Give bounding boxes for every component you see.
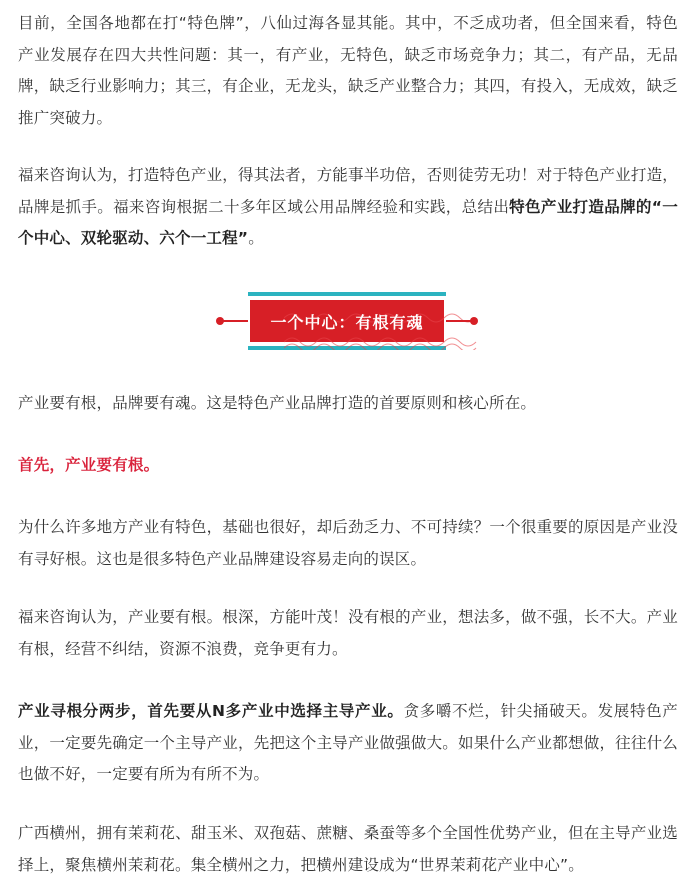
principle-paragraph <box>18 388 678 420</box>
method-highlight: 特色产业打造品牌的“一个中心、双轮驱动、六个一工程” <box>18 197 679 247</box>
steps-highlight: 产业寻根分两步，首先要从N多产业中选择主导产业。 <box>18 702 404 720</box>
intro-paragraph <box>18 8 678 134</box>
principle-text: 产业要有根，品牌要有魂。这是特色产业品牌打造的首要原则和核心所在。 <box>18 394 537 412</box>
steps-text: 贪多嚼不烂，针尖捅破天。发展特色产业，一定要先确定一个主导产业，先把这个主导产业做强做大。如果什么产业都想做，往往什么也做不好，一定要有所为有所不为。 <box>18 702 678 783</box>
method-text: 福来咨询认为，打造特色产业，得其法者，方能事半功倍，否则徒劳无功！对于特色产业打造，品牌是抓手。福来咨询根据二十多年区域公用品牌经验和实践，总结出 <box>18 166 678 216</box>
root-text: 福来咨询认为，产业要有根。根深，方能叶茂！没有根的产业，想法多，做不强，长不大。产业有根，经营不纠结，资源不浪费，竞争更有力。 <box>18 608 678 658</box>
banner-top-stripe <box>248 292 446 296</box>
intro-text: 目前，全国各地都在打“特色牌”，八仙过海各显其能。其中，不乏成功者，但全国来看，特色产业发展存在四大共性问题：其一，有产业，无特色，缺乏市场竞争力；其二，有产品，无品牌，缺乏行业影响力；其三，有企业，无龙头，缺乏产业整合力；其四，有投入，无成效，缺乏推广突破力。 <box>18 14 678 127</box>
example-paragraph <box>18 818 678 881</box>
steps-paragraph <box>18 696 678 791</box>
subheading-paragraph <box>18 450 678 482</box>
banner-left-dot <box>216 317 224 325</box>
section-banner <box>216 292 478 350</box>
subheading-root: 首先，产业要有根。 <box>18 456 160 474</box>
question-paragraph <box>18 512 678 575</box>
method-paragraph <box>18 160 678 255</box>
question-text: 为什么许多地方产业有特色，基础也很好，却后劲乏力、不可持续？一个很重要的原因是产业没有寻好根。这也是很多特色产业品牌建设容易走向的误区。 <box>18 518 678 568</box>
example-text: 广西横州，拥有茉莉花、甜玉米、双孢菇、蔗糖、桑蚕等多个全国性优势产业，但在主导产业选择上，聚焦横州茉莉花。集全横州之力，把横州建设成为“世界茉莉花产业中心”。 <box>18 824 678 874</box>
root-paragraph <box>18 602 678 665</box>
banner-box <box>250 300 444 342</box>
banner-title: 一个中心：有根有魂 <box>270 312 424 332</box>
banner-right-dot <box>470 317 478 325</box>
banner-left-line <box>220 320 248 322</box>
method-end: 。 <box>248 229 264 247</box>
